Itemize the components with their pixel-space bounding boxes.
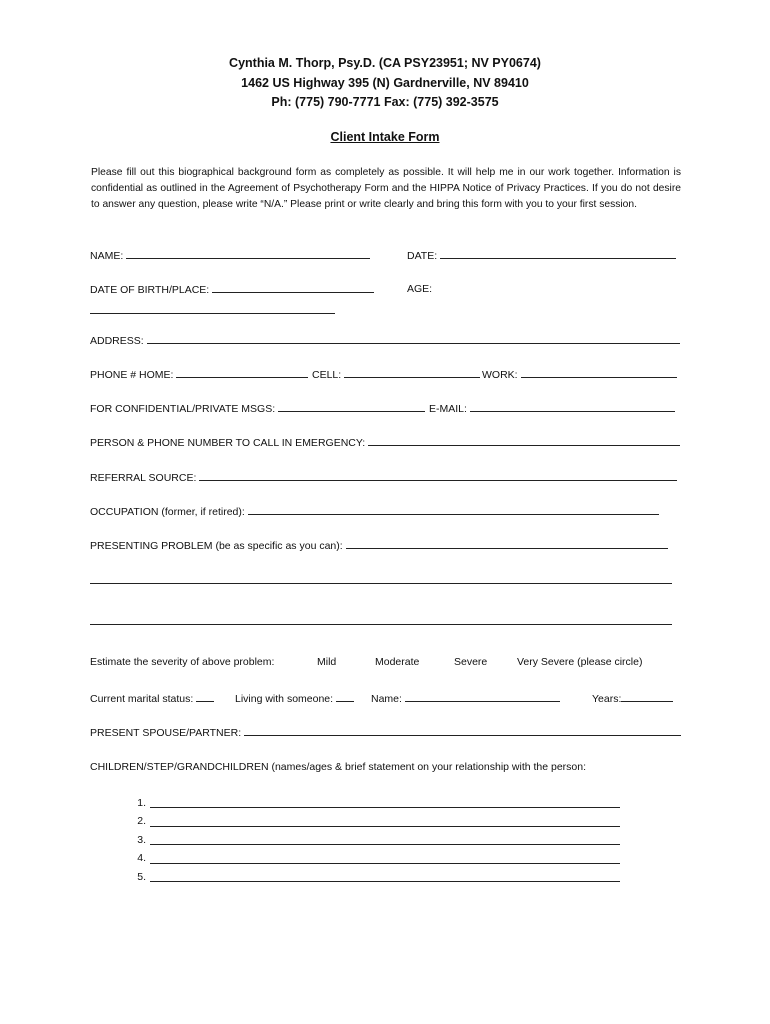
spouse-row — [90, 725, 681, 740]
severity-mild[interactable]: Mild — [317, 656, 337, 668]
living-name-row — [371, 691, 560, 706]
presenting-line-3[interactable] — [90, 624, 672, 625]
email-row — [429, 401, 675, 416]
name-field[interactable] — [126, 248, 370, 259]
address-label: ADDRESS: — [90, 335, 144, 347]
email-field[interactable] — [470, 401, 675, 412]
children-number: 5. — [137, 871, 146, 883]
form-title: Client Intake Form — [330, 130, 440, 144]
therapist-address: 1462 US Highway 395 (N) Gardnerville, NV 89410 — [241, 76, 529, 90]
children-label: CHILDREN/STEP/GRANDCHILDREN (names/ages & brief statement on your relationship with the person: — [90, 761, 587, 773]
name-row — [90, 248, 370, 263]
presenting-field[interactable] — [346, 538, 668, 549]
occupation-row — [90, 504, 659, 519]
address-field[interactable] — [147, 333, 680, 344]
children-line-5[interactable] — [150, 881, 620, 882]
dob-field[interactable] — [212, 282, 374, 293]
years-row — [592, 691, 673, 706]
children-line-3[interactable] — [150, 844, 620, 845]
emergency-field[interactable] — [368, 435, 680, 446]
intro-paragraph: Please fill out this biographical background form as completely as possible. It will help me in our work together. Information is confidential as outlined in the Agreement of Psychotherapy Form and the HIPPA Notice of Privacy Practices. If you do not desire to answer any question, please write “N/A.” Please print or write clearly and bring this form with you to your first session. — [91, 167, 681, 211]
children-line-2[interactable] — [150, 826, 620, 827]
cell-row — [312, 367, 480, 382]
marital-row — [90, 691, 214, 706]
presenting-line-2[interactable] — [90, 583, 672, 584]
children-number: 2. — [137, 815, 146, 827]
referral-label: REFERRAL SOURCE: — [90, 472, 197, 484]
years-field[interactable] — [621, 691, 673, 702]
dob-row — [90, 282, 374, 297]
date-label: DATE: — [407, 250, 438, 262]
date-row — [407, 248, 676, 263]
therapist-phone: Ph: (775) 790-7771 Fax: (775) 392-3575 — [271, 95, 499, 109]
cell-label: CELL: — [312, 369, 342, 381]
dob-label: DATE OF BIRTH/PLACE: — [90, 284, 210, 296]
phone-home-row — [90, 367, 308, 382]
occupation-field[interactable] — [248, 504, 659, 515]
referral-field[interactable] — [199, 470, 677, 481]
living-label: Living with someone: — [235, 693, 334, 705]
work-row — [482, 367, 677, 382]
emergency-row — [90, 435, 680, 450]
marital-label: Current marital status: — [90, 693, 194, 705]
children-number: 3. — [137, 834, 146, 846]
phone-home-label: PHONE # HOME: — [90, 369, 174, 381]
severity-severe[interactable]: Severe — [454, 656, 488, 668]
confidential-row — [90, 401, 425, 416]
presenting-label: PRESENTING PROBLEM (be as specific as you can): — [90, 540, 343, 552]
confidential-label: FOR CONFIDENTIAL/PRIVATE MSGS: — [90, 403, 276, 415]
cell-field[interactable] — [344, 367, 480, 378]
therapist-name: Cynthia M. Thorp, Psy.D. (CA PSY23951; NV PY0674) — [229, 56, 541, 70]
date-field[interactable] — [440, 248, 676, 259]
phone-home-field[interactable] — [176, 367, 308, 378]
severity-label: Estimate the severity of above problem: — [90, 656, 275, 668]
confidential-field[interactable] — [278, 401, 425, 412]
referral-row — [90, 470, 677, 485]
email-label: E-MAIL: — [429, 403, 467, 415]
presenting-row — [90, 538, 668, 553]
occupation-label: OCCUPATION (former, if retired): — [90, 506, 245, 518]
severity-very-severe[interactable]: Very Severe (please circle) — [517, 656, 643, 668]
work-field[interactable] — [521, 367, 677, 378]
work-label: WORK: — [482, 369, 518, 381]
age-label: AGE: — [407, 283, 433, 295]
children-line-1[interactable] — [150, 807, 620, 808]
dob-continuation-line[interactable] — [90, 313, 335, 314]
children-number: 4. — [137, 852, 146, 864]
severity-moderate[interactable]: Moderate — [375, 656, 420, 668]
name-label: NAME: — [90, 250, 124, 262]
address-row — [90, 333, 680, 348]
children-number: 1. — [137, 797, 146, 809]
spouse-label: PRESENT SPOUSE/PARTNER: — [90, 727, 242, 739]
living-name-field[interactable] — [405, 691, 560, 702]
living-name-label: Name: — [371, 693, 402, 705]
living-row — [235, 691, 354, 706]
marital-field[interactable] — [196, 691, 214, 702]
children-line-4[interactable] — [150, 863, 620, 864]
years-label: Years: — [592, 693, 622, 705]
spouse-field[interactable] — [244, 725, 681, 736]
living-field[interactable] — [336, 691, 354, 702]
emergency-label: PERSON & PHONE NUMBER TO CALL IN EMERGENCY: — [90, 437, 366, 449]
